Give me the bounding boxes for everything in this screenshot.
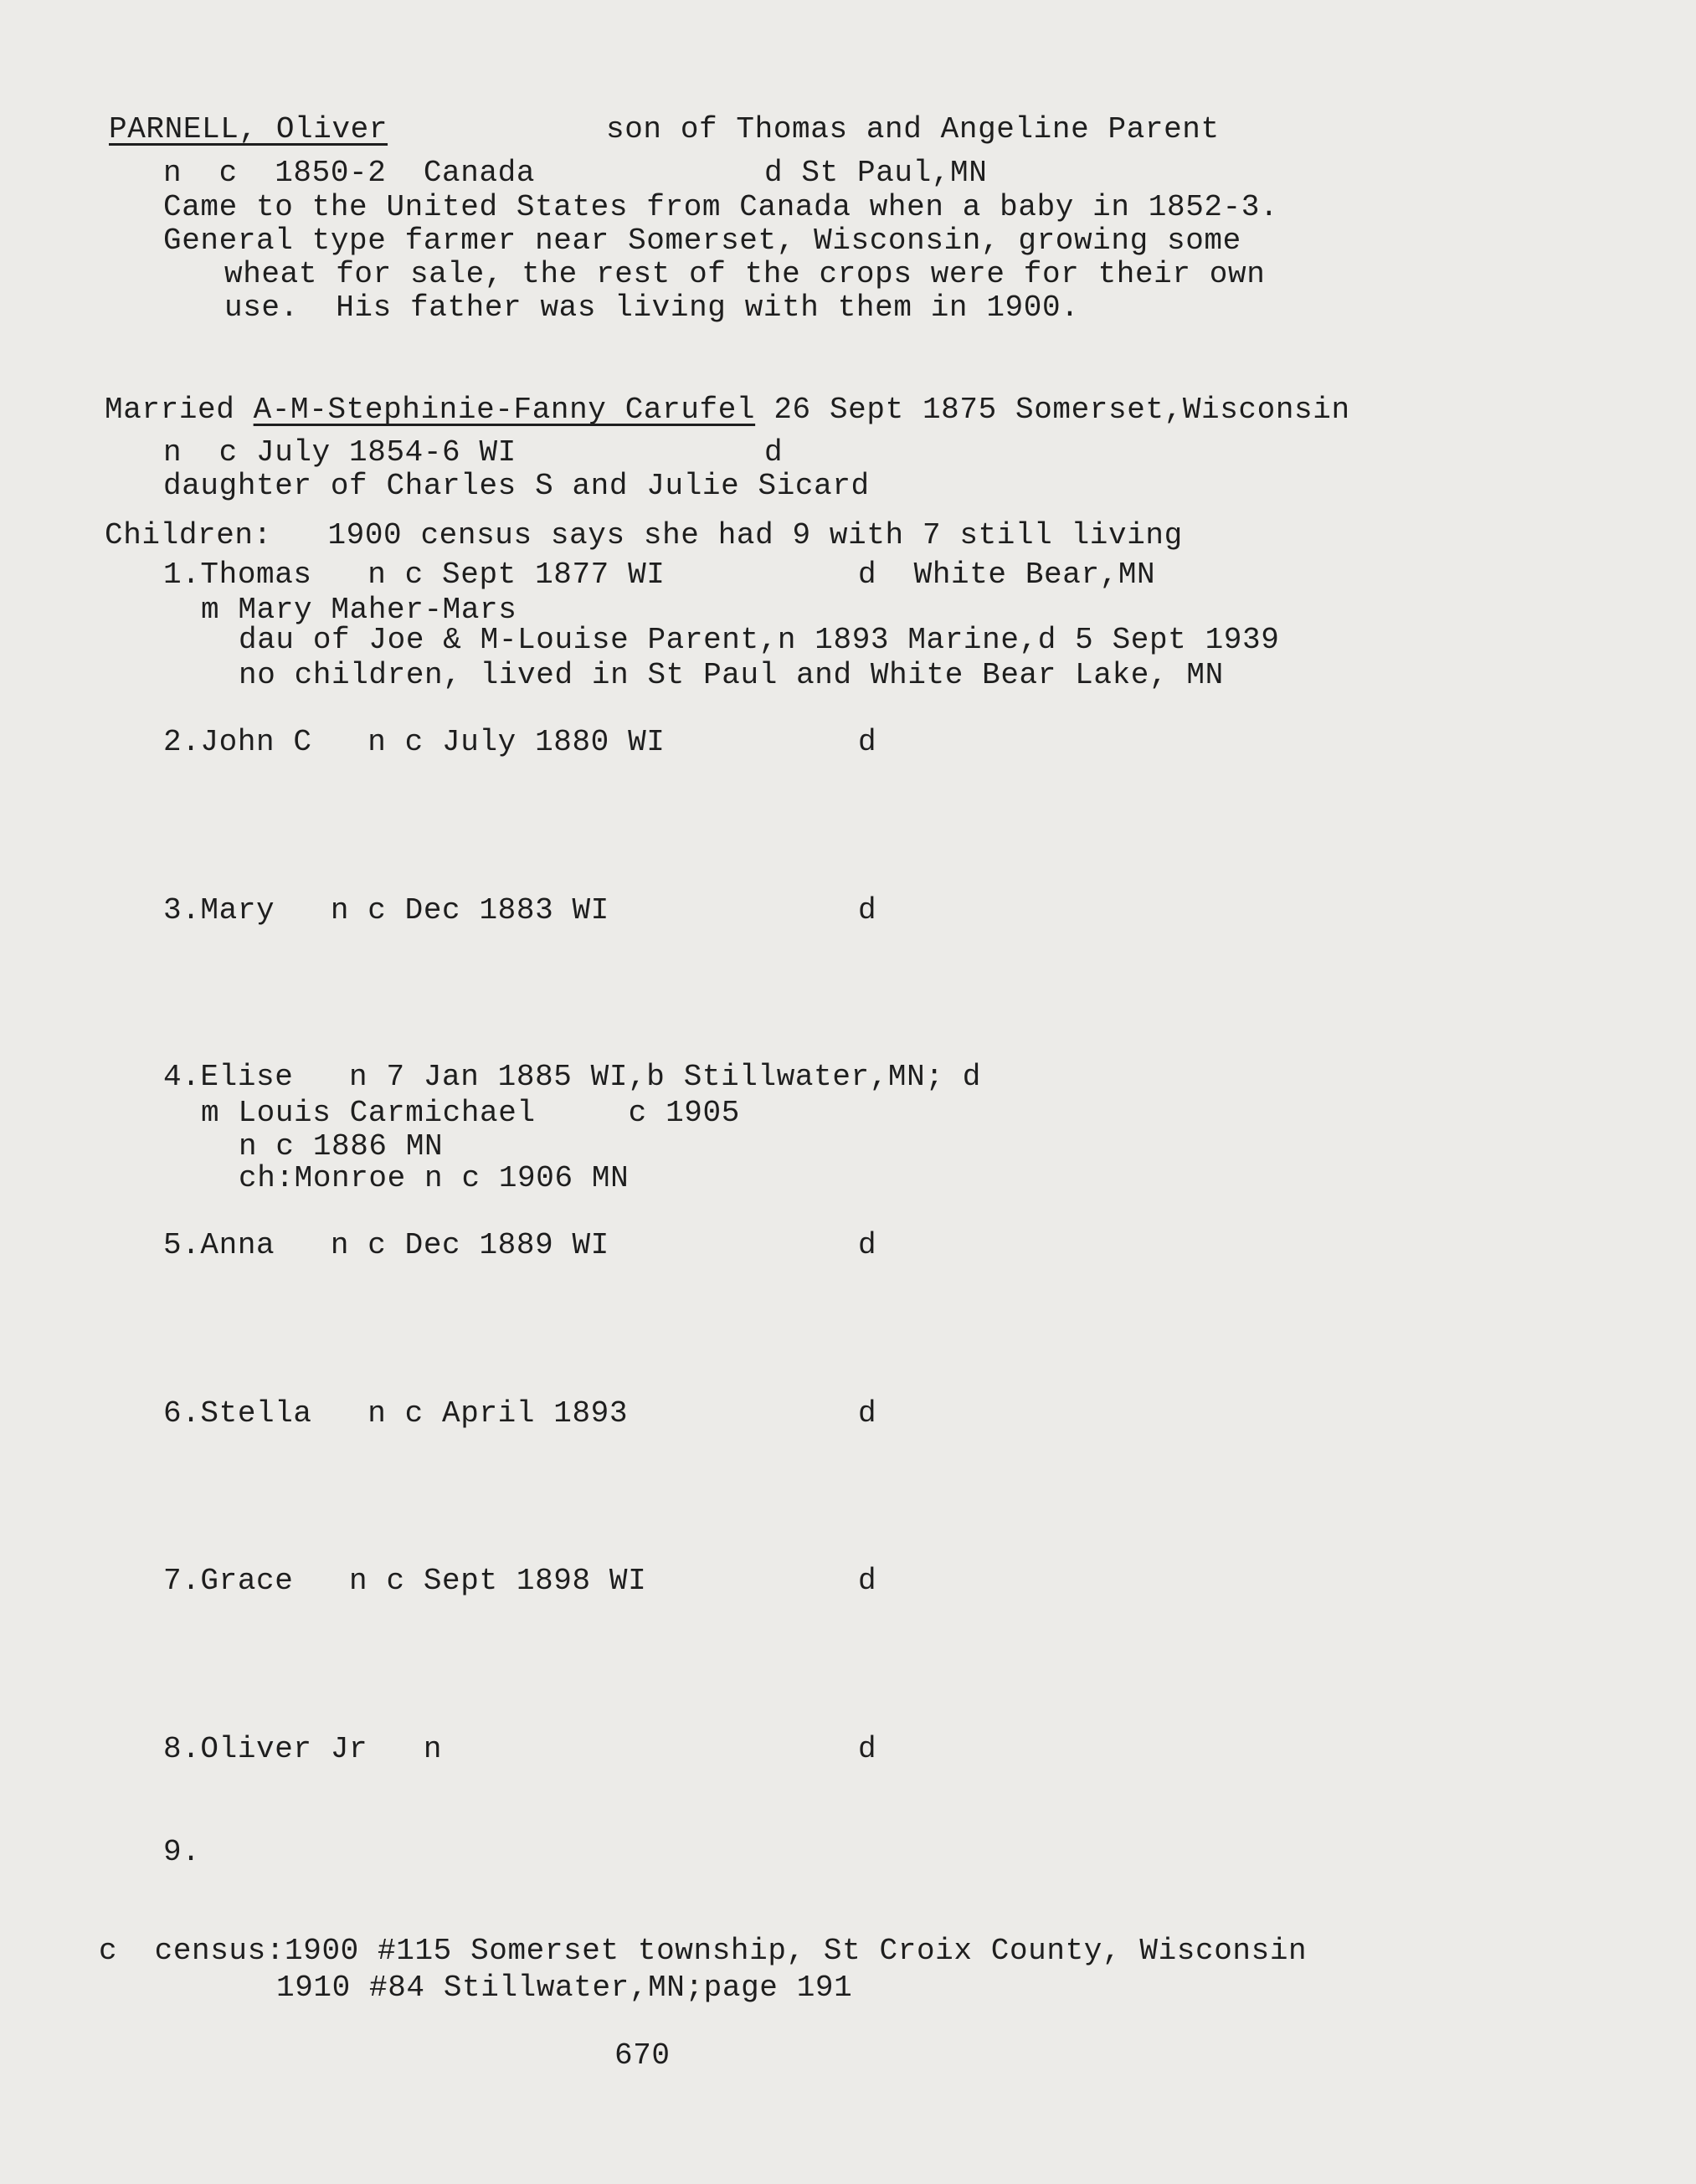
subject-birth: n c 1850-2 Canada <box>163 156 536 190</box>
subject-name: PARNELL, Oliver <box>109 112 388 146</box>
page-number: 670 <box>614 2038 671 2073</box>
bio-line: wheat for sale, the rest of the crops were for their own <box>224 257 1266 291</box>
child-7: 7.Grace n c Sept 1898 WI <box>163 1564 647 1598</box>
child-4-spouse: m Louis Carmichael c 1905 <box>201 1096 740 1130</box>
child-8-death: d <box>858 1732 877 1766</box>
child-8: 8.Oliver Jr n <box>163 1732 443 1766</box>
child-1-spouse-parents: dau of Joe & M-Louise Parent,n 1893 Marine,d 5 Sept 1939 <box>239 623 1280 657</box>
spouse-parents: daughter of Charles S and Julie Sicard <box>163 469 870 503</box>
child-4-spouse-birth: n c 1886 MN <box>239 1129 444 1164</box>
spouse-name: A-M-Stephinie-Fanny Carufel <box>253 393 756 427</box>
spouse-birth: n c July 1854-6 WI <box>163 435 517 470</box>
child-5: 5.Anna n c Dec 1889 WI <box>163 1228 609 1262</box>
child-1-spouse: m Mary Maher-Mars <box>201 593 517 627</box>
child-2: 2.John C n c July 1880 WI <box>163 725 666 759</box>
spouse-death: d <box>764 435 784 470</box>
bio-line: Came to the United States from Canada when a baby in 1852-3. <box>163 190 1279 224</box>
child-1: 1.Thomas n c Sept 1877 WI <box>163 558 666 592</box>
child-2-death: d <box>858 725 877 759</box>
child-1-death: d White Bear,MN <box>858 558 1156 592</box>
child-9: 9. <box>163 1835 201 1869</box>
child-6-death: d <box>858 1396 877 1431</box>
child-3-death: d <box>858 893 877 928</box>
census-line-2: 1910 #84 Stillwater,MN;page 191 <box>276 1971 853 2005</box>
children-heading: Children: 1900 census says she had 9 with 7 still living <box>105 518 1183 552</box>
child-4-child: ch:Monroe n c 1906 MN <box>239 1161 630 1195</box>
child-6: 6.Stella n c April 1893 <box>163 1396 629 1431</box>
bio-line: General type farmer near Somerset, Wisconsin, growing some <box>163 224 1241 258</box>
marriage-prefix: Married <box>105 393 254 427</box>
subject-death: d St Paul,MN <box>764 156 988 190</box>
census-line-1: c census:1900 #115 Somerset township, St Croix County, Wisconsin <box>99 1934 1308 1968</box>
child-7-death: d <box>858 1564 877 1598</box>
subject-parents: son of Thomas and Angeline Parent <box>606 112 1220 146</box>
marriage-line <box>105 393 1350 427</box>
child-4: 4.Elise n 7 Jan 1885 WI,b Stillwater,MN; d <box>163 1060 981 1094</box>
child-3: 3.Mary n c Dec 1883 WI <box>163 893 609 928</box>
child-5-death: d <box>858 1228 877 1262</box>
bio-line: use. His father was living with them in 1900. <box>224 290 1080 325</box>
marriage-details: 26 Sept 1875 Somerset,Wisconsin <box>755 393 1350 427</box>
child-1-note: no children, lived in St Paul and White Bear Lake, MN <box>239 658 1224 692</box>
